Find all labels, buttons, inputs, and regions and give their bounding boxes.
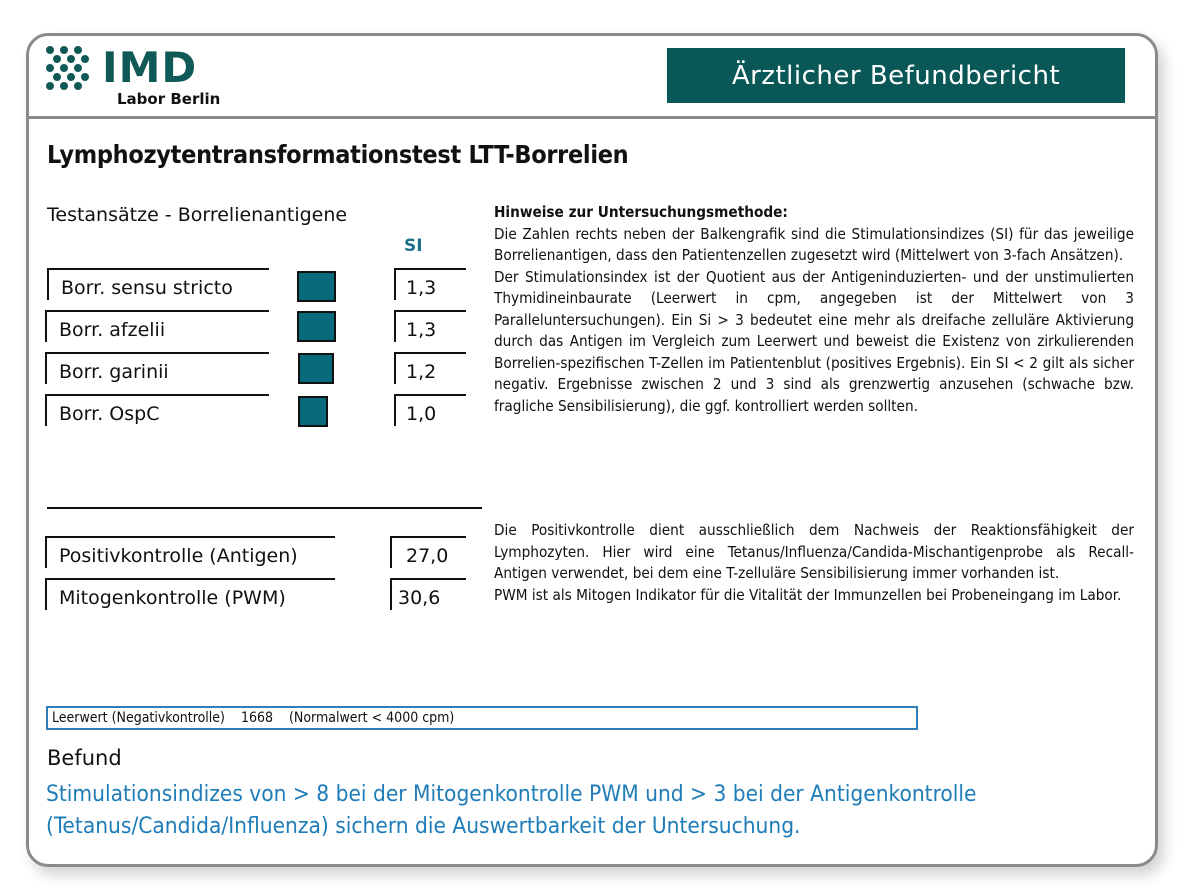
si-value: 1,3 xyxy=(394,268,466,300)
logo-dot xyxy=(60,46,68,54)
antigen-label: Borr. OspC xyxy=(45,394,269,426)
befund-label: Befund xyxy=(47,746,122,770)
logo-dot xyxy=(46,46,54,54)
logo-dot xyxy=(81,73,89,81)
si-column-header: SI xyxy=(404,236,423,256)
si-value: 1,0 xyxy=(394,394,466,426)
antigen-label: Borr. sensu stricto xyxy=(47,268,269,300)
logo-dot xyxy=(81,55,89,63)
control-value: 30,6 xyxy=(390,578,466,610)
logo-dot xyxy=(67,55,75,63)
logo-dot xyxy=(74,82,82,90)
logo-dot xyxy=(74,64,82,72)
antigen-label: Borr. garinii xyxy=(45,352,269,384)
si-value: 1,2 xyxy=(394,352,466,384)
section-divider xyxy=(47,507,482,509)
si-bar xyxy=(298,396,328,427)
logo-brand: IMD xyxy=(102,43,198,92)
header-divider xyxy=(26,116,1155,119)
notes-paragraph: Die Zahlen rechts neben der Balkengrafik sind die Stimulationsindizes (SI) für das jeweilige Borrelienantigen, dass den Patientenzellen zugesetzt wird (Mittelwert von 3-fach Ansätzen). xyxy=(494,224,1134,264)
notes-paragraph: PWM ist als Mitogen Indikator für die Vitalität der Immunzellen bei Probeneingang im Labor. xyxy=(494,585,1122,604)
page-title: Lymphozytentransformationstest LTT-Borrelien xyxy=(47,140,629,169)
logo-dot xyxy=(74,46,82,54)
notes-paragraph: Der Stimulationsindex ist der Quotient aus der Antigeninduzierten- und der unstimulierten Thymidineinbaurate (Leerwert in cpm, angegeben ist der Mittelwert von 3 Paralleluntersuchungen). Ein Si > 3 bedeutet eine mehr als dreifache zelluläre Aktivierung durch das Antigen im Vergleich zum Leerwert und beweist die Existenz von zirkulierenden Borrelien-spezifischen T-Zellen im Patientenblut (positives Ergebnis). Ein SI < 2 gilt als sicher negativ. Ergebnisse zwischen 2 und 3 sind als grenzwertig anzusehen (schwache bzw. fragliche Sensibilisierung), die ggf. kontrolliert werden sollten. xyxy=(494,267,1134,415)
dots-logo-icon xyxy=(46,46,96,94)
control-notes xyxy=(494,520,1134,606)
notes-paragraph: Die Positivkontrolle dient ausschließlich dem Nachweis der Reaktionsfähigkeit der Lymphozyten. Hier wird eine Tetanus/Influenza/Candida-Mischantigenprobe als Recall-Antigen verwendet, bei dem eine T-zelluläre Sensibilisierung immer vorhanden ist. xyxy=(494,521,1134,582)
notes-heading: Hinweise zur Untersuchungsmethode: xyxy=(494,203,788,221)
si-bar xyxy=(297,311,336,342)
logo-dot xyxy=(46,82,54,90)
report-banner: Ärztlicher Befundbericht xyxy=(667,48,1125,103)
logo-subtitle: Labor Berlin xyxy=(117,90,221,108)
method-notes xyxy=(494,202,1134,417)
logo-dot xyxy=(53,55,61,63)
control-value: 27,0 xyxy=(390,536,466,568)
si-bar xyxy=(297,271,336,302)
control-label: Mitogenkontrolle (PWM) xyxy=(45,578,335,610)
section-label: Testansätze - Borrelienantigene xyxy=(47,204,348,226)
blank-value-box: Leerwert (Negativkontrolle) 1668 (Normalwert < 4000 cpm) xyxy=(46,706,918,730)
si-value: 1,3 xyxy=(394,310,466,342)
logo-dot xyxy=(67,73,75,81)
antigen-label: Borr. afzelii xyxy=(45,310,269,342)
logo-dot xyxy=(60,64,68,72)
imd-logo xyxy=(46,43,266,116)
control-label: Positivkontrolle (Antigen) xyxy=(45,536,335,568)
logo-dot xyxy=(60,82,68,90)
si-bar xyxy=(298,353,334,384)
logo-dot xyxy=(46,64,54,72)
logo-dot xyxy=(53,73,61,81)
befund-text: Stimulationsindizes von > 8 bei der Mitogenkontrolle PWM und > 3 bei der Antigenkontrolle (Tetanus/Candida/Influenza) sichern die Auswertbarkeit der Untersuchung. xyxy=(46,781,977,839)
